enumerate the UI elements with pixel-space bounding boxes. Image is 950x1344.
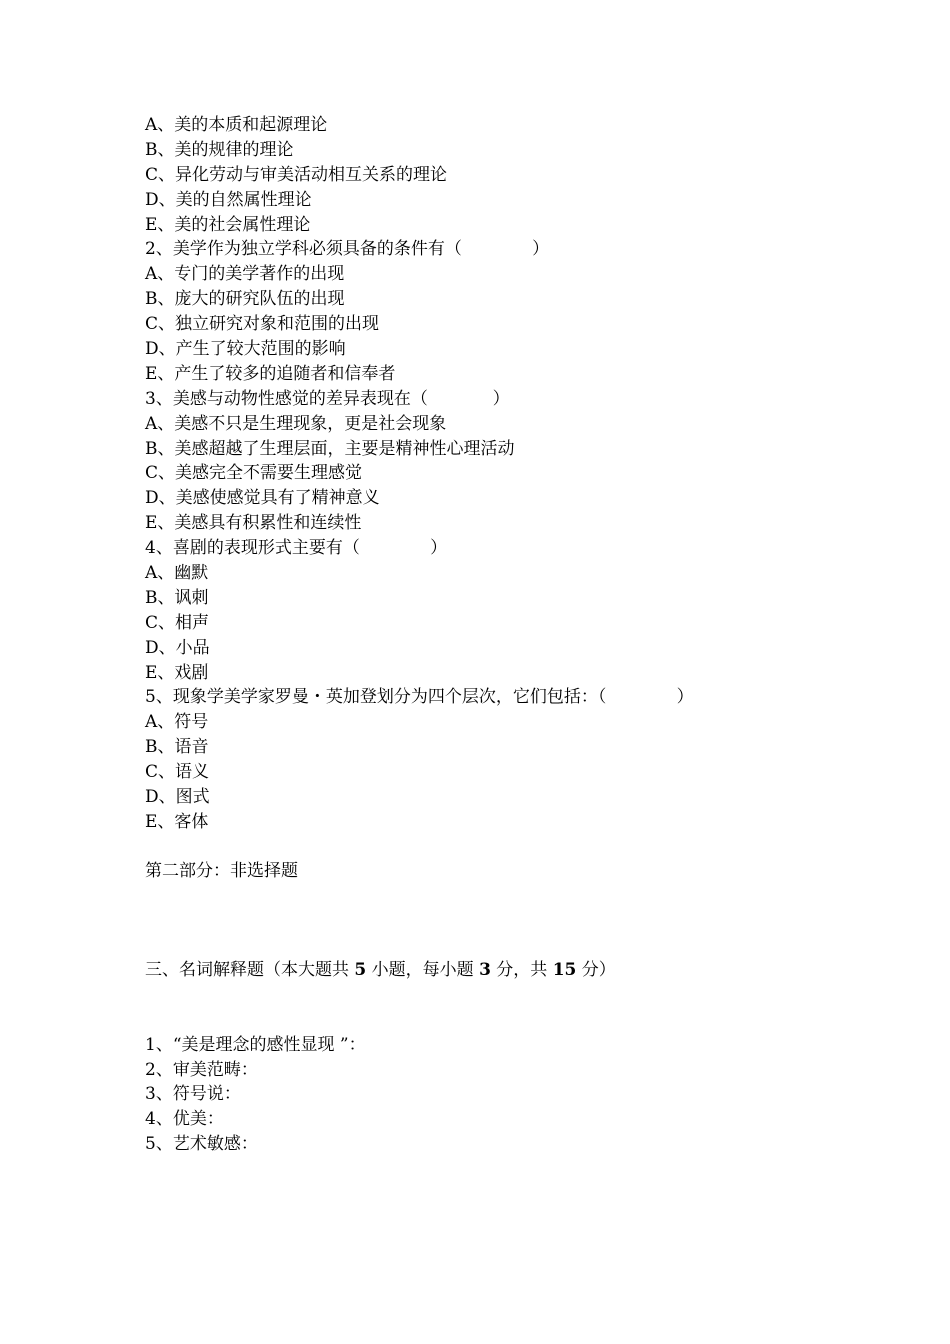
q2-option-b: B、庞大的研究队伍的出现: [145, 289, 345, 310]
q2-option-a: A、专门的美学著作的出现: [145, 264, 345, 285]
term-5: 5、艺术敏感：: [145, 1134, 258, 1155]
q3-option-a: A、美感不只是生理现象，更是社会现象: [145, 413, 447, 434]
document-page: [145, 113, 845, 1157]
q2-option-c: C、独立研究对象和范围的出现: [145, 314, 380, 335]
q3-option-b: B、美感超越了生理层面，主要是精神性心理活动: [145, 438, 515, 459]
q4-option-a: A、幽默: [145, 563, 209, 584]
question-1-options: [145, 113, 845, 237]
q1-option-d: D、美的自然属性理论: [145, 189, 312, 210]
q5-option-a: A、符号: [145, 712, 209, 733]
q5-option-b: B、语音: [145, 737, 209, 758]
q4-option-e: E、戏剧: [145, 662, 209, 683]
q3-stem: 3、美感与动物性感觉的差异表现在（ ）: [145, 388, 510, 409]
q3-option-e: E、美感具有积累性和连续性: [145, 513, 362, 534]
q4-stem: 4、喜剧的表现形式主要有（ ）: [145, 538, 448, 559]
q4-option-d: D、小品: [145, 637, 210, 658]
part-2-title: 第二部分：非选择题: [145, 860, 298, 881]
q1-option-c: C、异化劳动与审美活动相互关系的理论: [145, 164, 448, 185]
part-3-title-mid2: 分，共: [490, 959, 553, 980]
term-1: 1、“美是理念的感性显现 ”：: [145, 1034, 366, 1055]
q3-option-c: C、美感完全不需要生理感觉: [145, 463, 363, 484]
q1-option-a: A、美的本质和起源理论: [145, 115, 328, 135]
q2-stem: 2、美学作为独立学科必须具备的条件有（ ）: [145, 239, 550, 260]
question-3: [145, 387, 845, 536]
question-4: [145, 536, 845, 685]
question-5: [145, 685, 845, 834]
part-3-title: [145, 958, 845, 983]
q4-option-b: B、讽刺: [145, 587, 209, 608]
term-4: 4、优美：: [145, 1109, 224, 1130]
part-3-title-prefix: 三、名词解释题（本大题共: [145, 959, 355, 980]
q3-option-d: D、美感使感觉具有了精神意义: [145, 488, 380, 509]
part-3-points-each: 3: [479, 959, 491, 980]
term-3: 3、符号说：: [145, 1084, 241, 1105]
term-list: [145, 1033, 845, 1157]
q2-option-e: E、产生了较多的追随者和信奉者: [145, 363, 396, 384]
part-3-title-suffix: 分）: [576, 959, 616, 980]
part-3-title-mid1: 小题，每小题: [366, 959, 480, 980]
q1-option-b: B、美的规律的理论: [145, 139, 294, 160]
q4-option-c: C、相声: [145, 612, 210, 633]
question-2: [145, 237, 845, 386]
q2-option-d: D、产生了较大范围的影响: [145, 339, 346, 360]
term-2: 2、审美范畴：: [145, 1059, 258, 1080]
q5-option-d: D、图式: [145, 787, 210, 808]
q5-option-e: E、客体: [145, 811, 209, 832]
part-3-points-total: 15: [552, 959, 577, 980]
q1-option-e: E、美的社会属性理论: [145, 214, 311, 235]
part-3-question-count: 5: [354, 959, 367, 980]
q5-stem: 5、现象学美学家罗曼・英加登划分为四个层次，它们包括：（ ）: [145, 687, 694, 708]
q5-option-c: C、语义: [145, 762, 210, 783]
